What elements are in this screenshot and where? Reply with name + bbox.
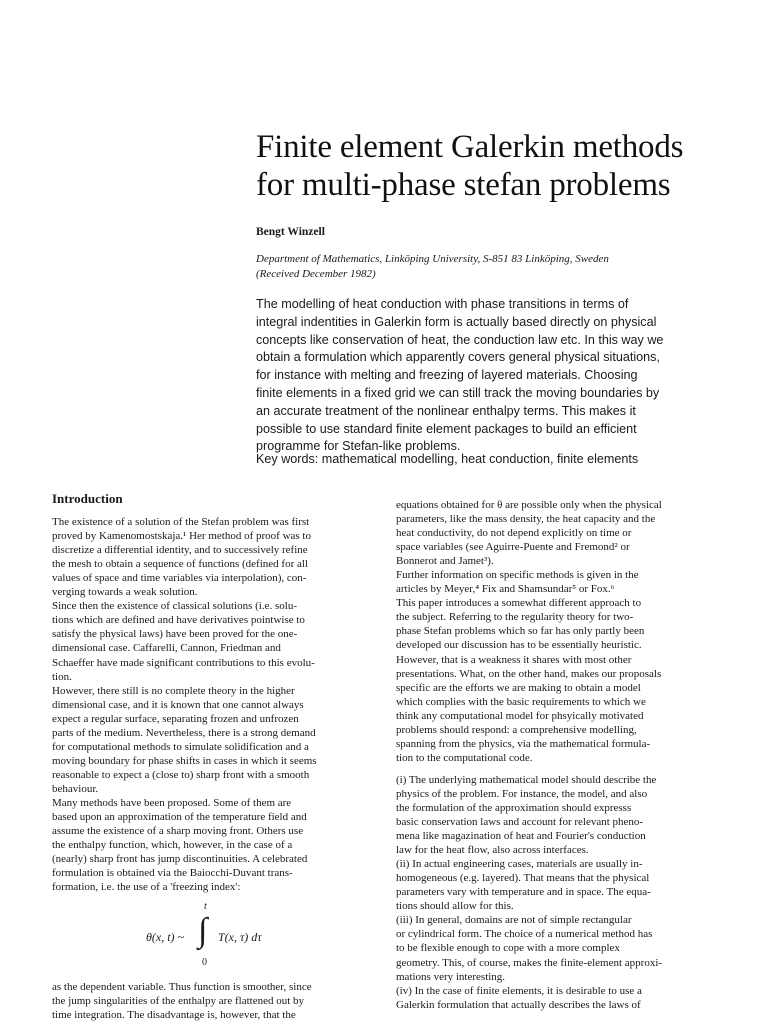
body-text-line: mena like magazination of heat and Fourier's conduction [396,830,646,843]
integral-lower-limit: 0 [202,957,207,969]
body-text-line: to be flexible enough to cope with a more complex [396,942,620,955]
formula-integrand: T(x, τ) dτ [218,930,262,945]
body-text-line: based upon an approximation of the temperature field and [52,811,307,824]
body-text-line: parameters vary with temperature and in space. The equa- [396,886,651,899]
body-text-line: Bonnerot and Jamet³). [396,555,494,568]
body-text-line: dimensional case. Caffarelli, Cannon, Friedman and [52,642,281,655]
body-text-line: phase Stefan problems which so far has only partly been [396,625,645,638]
body-text-line: tions which are defined and have derivatives pointwise to [52,614,305,627]
body-text-line: formulation is obtained via the Baiocchi-Duvant trans- [52,867,293,880]
body-text-line: law for the heat flow, also across interfaces. [396,844,589,857]
body-text-line: (i) The underlying mathematical model should describe the [396,773,657,786]
abstract [256,296,726,456]
body-text-line: Many methods have been proposed. Some of them are [52,796,292,809]
body-text-line: values of space and time variables via interpolation), con- [52,572,307,585]
abstract-line: possible to use standard finite element packages to build an efficient [256,421,637,436]
integral-sign: ∫ [198,912,208,950]
body-text-line: equations obtained for θ are possible only when the physical [396,499,662,511]
abstract-line: obtain a formulation which apparently covers general physical situations, [256,350,660,365]
left-column [52,492,388,1022]
title-line-2: for multi-phase stefan problems [256,167,671,203]
body-text-line: tion. [52,670,72,683]
body-text-line: However, there still is no complete theory in the higher [52,684,295,697]
body-text-line: moving boundary for phase shifts in cases in which it seems [52,754,317,767]
body-text-line: space variables (see Aguirre-Puente and Fremond² or [396,541,630,554]
author-name: Bengt Winzell [256,226,325,238]
body-text-line: tion to the computational code. [396,751,533,764]
abstract-line: for instance with melting and freezing of layered materials. Choosing [256,368,638,383]
body-text-line: mations very interesting. [396,970,506,983]
body-text-line: formation, i.e. the use of a 'freezing index': [52,881,241,894]
body-text-line: articles by Meyer,⁴ Fix and Shamsundar⁵ or Fox.⁶ [396,583,615,596]
body-text-line: homogeneous (e.g. layered). That means that the physical [396,872,650,885]
body-text-line: The existence of a solution of the Stefan problem was first [52,516,310,529]
body-text-line: (nearly) sharp front has jump discontinuities. A celebrated [52,853,308,866]
body-text-line: (iv) In the case of finite elements, it is desirable to use a [396,984,642,997]
abstract-line: concepts like conservation of heat, the conduction law etc. In this way we [256,332,664,347]
body-text-line: expect a regular surface, separating frozen and unfrozen [52,712,299,725]
body-text-line: heat conductivity, do not depend explicitly on time or [396,527,632,540]
body-text-line: developed our discussion has to be essentially heuristic. [396,639,642,652]
body-text-line: However, that is a weakness it shares with most other [396,653,632,666]
received-date: (Received December 1982) [256,268,376,280]
paper-title [256,128,736,204]
right-column-text-a [396,498,732,765]
body-text-line: as the dependent variable. Thus function is smoother, since [52,981,312,994]
body-text-line: tions should allow for this. [396,900,514,913]
body-text-line: specific are the efforts we are making to obtain a model [396,681,641,694]
body-text-line: reasonable to expect a (close to) sharp front with a smooth [52,768,310,781]
body-text-line: basic conservation laws and account for relevant pheno- [396,816,644,829]
body-text-line: or cylindrical form. The choice of a numerical method has [396,928,653,941]
body-text-line: the subject. Referring to the regularity theory for two- [396,611,634,624]
body-text-line: Further information on specific methods is given in the [396,569,639,582]
body-text-line: parameters, like the mass density, the heat capacity and the [396,513,656,526]
body-text-line: This paper introduces a somewhat different approach to [396,597,642,610]
keywords: Key words: mathematical modelling, heat conduction, finite elements [256,452,639,466]
body-text-line: behaviour. [52,782,99,795]
affiliation-line-1: Department of Mathematics, Linköping University, S-851 83 Linköping, Sweden [256,253,609,265]
abstract-line: programme for Stefan-like problems. [256,439,461,454]
body-text-line: dimensional case, and it is known that one cannot always [52,698,304,711]
body-text-line: (iii) In general, domains are not of simple rectangular [396,914,632,927]
freezing-index-formula [52,894,388,980]
body-text-line: presentations. What, on the other hand, makes our proposals [396,667,662,680]
left-column-text-a [52,515,388,894]
body-text-line: parts of the medium. Nevertheless, there is a strong demand [52,726,316,739]
body-text-line: problems should respond: a comprehensive modelling, [396,723,637,736]
body-text-line: for computational methods to simulate solidification and a [52,740,309,753]
body-text-line: assume the existence of a sharp moving front. Others use [52,825,304,838]
body-text-line: geometry. This, of course, makes the finite-element approxi- [396,956,663,969]
abstract-line: The modelling of heat conduction with phase transitions in terms of [256,297,629,311]
body-text-line: the formulation of the approximation should expresss [396,801,632,814]
body-text-line: proved by Kamenomostskaja.¹ Her method of proof was to [52,530,311,543]
title-line-1: Finite element Galerkin methods [256,129,684,165]
body-text-line: (ii) In actual engineering cases, materials are usually in- [396,858,643,871]
left-column-text-b [52,980,388,1022]
body-text-line: Since then the existence of classical solutions (i.e. solu- [52,600,297,613]
formula-lhs: θ(x, t) ~ [146,930,185,945]
body-text-line: the mesh to obtain a sequence of functions (defined for all [52,558,308,571]
body-text-line: which complies with the basic requirements to which we [396,695,646,708]
body-text-line: physics of the problem. For instance, the model, and also [396,787,648,800]
body-text-line: the enthalpy function, which, however, in the case of a [52,839,293,852]
abstract-line: finite elements in a fixed grid we can still track the moving boundaries by [256,385,660,400]
integral-upper-limit: t [204,901,207,913]
body-text-line: Galerkin formulation that actually describes the laws of [396,998,641,1011]
section-heading-introduction: Introduction [52,491,123,506]
right-column-text-b [396,773,732,1012]
abstract-line: an accurate treatment of the nonlinear enthalpy terms. This makes it [256,403,636,418]
abstract-line: integral indentities in Galerkin form is actually based directly on physical [256,314,657,329]
right-column [396,498,732,1012]
affiliation [256,252,726,282]
body-text-line: verging towards a weak solution. [52,586,198,599]
body-text-line: Schaeffer have made significant contributions to this evolu- [52,656,315,669]
body-text-line: satisfy the physical laws) have been proved for the one- [52,628,298,641]
body-text-line: time integration. The disadvantage is, however, that the [52,1009,296,1022]
body-text-line: think any computational model for phsyically motivated [396,709,644,722]
body-text-line: the jump singularities of the enthalpy are flattened out by [52,995,305,1008]
body-text-line: discretize a differential identity, and to successively refine [52,544,308,557]
body-text-line: spanning from the physics, via the mathematical formula- [396,737,651,750]
